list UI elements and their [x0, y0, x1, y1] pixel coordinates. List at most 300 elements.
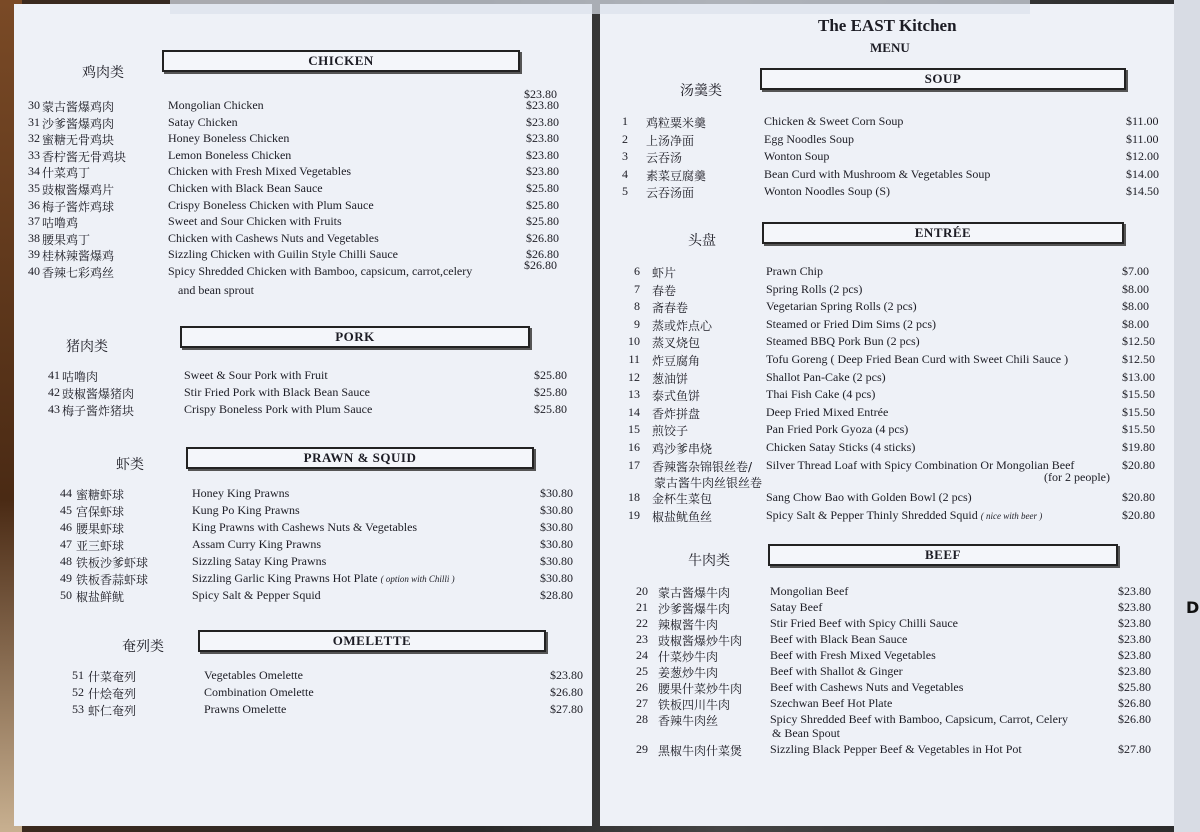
item-name-en [770, 632, 907, 647]
item-name-en-text: Lemon Boneless Chicken [168, 147, 292, 162]
item-name-en [766, 458, 1074, 473]
item-price: $30.80 [540, 520, 573, 534]
item-name-en-text: Crispy Boneless Chicken with Plum Sauce [168, 197, 374, 212]
item-price: $26.80 [526, 247, 559, 262]
item-name-en-text: Egg Noodles Soup [764, 131, 854, 146]
item-name-en-text: Sizzling Black Pepper Beef & Vegetables in Hot Pot [770, 742, 1022, 756]
chicken-item-40-price: $26.80 [524, 258, 557, 272]
prawn-item-49 [14, 571, 584, 587]
entree-item-16 [600, 440, 1170, 456]
item-name-en [192, 588, 321, 603]
item-number: 52 [72, 685, 84, 699]
item-name-en-text: Steamed or Fried Dim Sims (2 pcs) [766, 316, 936, 331]
item-name-en-text: Combination Omelette [204, 685, 314, 699]
item-name-en-text: Satay Chicken [168, 114, 238, 129]
item-name-en-text: Spring Rolls (2 pcs) [766, 281, 863, 296]
item-price: $25.80 [1118, 680, 1151, 694]
item-number: 43 [48, 402, 60, 416]
item-name-en-text: King Prawns with Cashews Nuts & Vegetables [192, 520, 418, 534]
item-name-zh: 椒盐鱿鱼丝 [652, 510, 713, 524]
omelette-item-53 [14, 702, 584, 718]
item-number: 35 [28, 181, 40, 195]
item-name-en-text: Sizzling Garlic King Prawns Hot Plate [192, 571, 378, 585]
item-name-en-text: Chicken with Black Bean Sauce [168, 181, 323, 195]
item-number: 50 [60, 588, 72, 602]
item-name-en [766, 370, 886, 385]
item-price: $30.80 [540, 571, 573, 585]
prawn-item-47 [14, 537, 584, 553]
item-name-en [204, 685, 314, 700]
item-name-en-text: Sang Chow Bao with Golden Bowl (2 pcs) [766, 490, 972, 504]
item-price: $20.80 [1122, 457, 1155, 472]
beef-item-29 [600, 742, 1170, 758]
prawn-item-50 [14, 588, 584, 604]
beef-item-21 [600, 600, 1170, 616]
item-name-zh: 梅子酱炸鸡球 [42, 199, 115, 214]
item-name-zh: 辣椒酱牛肉 [658, 618, 719, 632]
item-name-zh: 云吞汤面 [646, 186, 695, 200]
item-name-en-text: Crispy Boneless Pork with Plum Sauce [184, 402, 373, 416]
item-number: 16 [628, 440, 640, 454]
item-number: 4 [622, 166, 628, 181]
item-name-zh: 香辣七彩鸡丝 [42, 266, 115, 280]
item-name-en-text: Vegetarian Spring Rolls (2 pcs) [766, 299, 917, 314]
chicken-item-36 [14, 198, 584, 214]
item-price: $26.80 [550, 685, 583, 699]
item-name-zh: 虾仁奄列 [88, 704, 137, 718]
item-price: $23.80 [1118, 584, 1151, 598]
entree-item-18 [600, 490, 1170, 506]
item-number: 45 [60, 503, 72, 517]
item-number: 25 [636, 664, 648, 678]
item-number: 53 [72, 702, 84, 716]
item-price: $23.80 [1118, 632, 1151, 646]
item-name-en-text: Deep Fried Mixed Entrée [766, 404, 889, 419]
chicken-item-40-cont: and bean sprout [178, 283, 254, 297]
item-price: $27.80 [550, 702, 583, 716]
item-price: $25.80 [534, 402, 567, 416]
item-name-en-text: Sizzling Satay King Prawns [192, 554, 327, 568]
item-number: 49 [60, 571, 72, 585]
item-number: 15 [628, 422, 640, 437]
item-name-zh: 香辣酱杂锦银丝卷/ [652, 459, 753, 474]
item-name-en-text: Spicy Salt & Pepper Thinly Shredded Squid [766, 508, 978, 522]
item-number: 2 [622, 131, 628, 146]
item-name-en [764, 132, 854, 147]
item-name-en [764, 167, 990, 182]
item-number: 33 [28, 147, 40, 162]
chicken-item-30 [14, 98, 584, 114]
item-name-en [184, 385, 370, 400]
soup-heading: SOUP [760, 68, 1126, 90]
item-name-en-text: Beef with Shallot & Ginger [770, 664, 903, 678]
item-number: 47 [60, 537, 72, 551]
item-name-en [766, 405, 888, 420]
item-name-en-text: Sweet & Sour Pork with Fruit [184, 368, 328, 382]
item-price: $23.80 [526, 114, 559, 129]
item-name-en-text: Mongolian Beef [770, 584, 849, 598]
item-price: $27.80 [1118, 742, 1151, 756]
item-name-zh: 铁板香蒜虾球 [76, 573, 149, 587]
item-name-en [168, 181, 323, 196]
item-price: $7.00 [1122, 264, 1149, 278]
item-name-en-text: Pan Fried Pork Gyoza (4 pcs) [766, 422, 909, 437]
item-name-en-text: Shallot Pan-Cake (2 pcs) [766, 369, 886, 384]
item-price: $28.80 [540, 588, 573, 602]
item-name-en [168, 198, 374, 213]
item-number: 23 [636, 632, 648, 646]
item-price: $14.00 [1126, 166, 1159, 181]
item-name-en [766, 440, 915, 455]
item-name-en [766, 282, 862, 297]
entree-item-10 [600, 334, 1170, 350]
item-name-en [766, 352, 1068, 367]
item-name-zh: 什菜鸡丁 [42, 166, 91, 181]
item-number: 39 [28, 247, 40, 262]
item-name-zh: 虾片 [652, 266, 677, 280]
soup-item-1 [600, 114, 1170, 130]
item-number: 22 [636, 616, 648, 630]
item-price: $23.80 [1118, 648, 1151, 662]
item-price: $19.80 [1122, 440, 1155, 454]
entree-item-8 [600, 299, 1170, 315]
entree-item-9 [600, 317, 1170, 333]
item-name-zh: 春卷 [652, 283, 677, 298]
item-name-zh: 什烩奄列 [88, 687, 137, 701]
item-name-zh: 腰果什菜炒牛肉 [658, 682, 743, 696]
soup-item-2 [600, 132, 1170, 148]
item-name-en [770, 616, 958, 631]
item-name-en-text: Beef with Black Bean Sauce [770, 632, 908, 646]
item-name-zh: 泰式鱼饼 [652, 389, 701, 404]
prawn-zh-heading: 虾类 [116, 457, 144, 473]
item-number: 42 [48, 385, 60, 399]
item-number: 11 [628, 352, 640, 366]
item-name-en [766, 299, 917, 314]
item-name-en [204, 702, 286, 717]
item-name-en [770, 584, 848, 599]
entree-item-14 [600, 405, 1170, 421]
item-name-en [766, 264, 823, 279]
item-name-zh: 椒盐鲜鱿 [76, 590, 125, 604]
prawn-heading: PRAWN & SQUID [186, 447, 534, 469]
item-name-en-text: Prawn Chip [766, 264, 823, 278]
item-name-zh: 咕噜鸡 [42, 216, 79, 231]
item-number: 24 [636, 648, 648, 662]
item-number: 7 [634, 281, 640, 296]
item-name-en-text: Stir Fried Beef with Spicy Chilli Sauce [770, 616, 958, 630]
beef-heading: BEEF [768, 544, 1118, 566]
item-name-en-text: Prawns Omelette [204, 702, 287, 716]
item-price: $15.50 [1122, 422, 1155, 437]
item-name-en [184, 402, 372, 417]
item-number: 36 [28, 197, 40, 212]
item-number: 46 [60, 520, 72, 534]
prawn-item-46 [14, 520, 584, 536]
item-number: 21 [636, 600, 648, 614]
item-name-en-text: Wonton Noodles Soup (S) [764, 184, 891, 198]
item-name-zh: 腰果鸡丁 [42, 232, 91, 247]
tape-strip [170, 0, 1030, 14]
item-price: $23.80 [1118, 664, 1151, 678]
item-price: $30.80 [540, 503, 573, 517]
item-name-en [770, 648, 936, 663]
item-name-zh: 云吞汤 [646, 151, 683, 165]
item-number: 44 [60, 486, 72, 500]
prawn-item-44 [14, 486, 584, 502]
item-number: 20 [636, 584, 648, 598]
pork-item-43 [14, 402, 584, 418]
item-price: $8.00 [1122, 281, 1149, 296]
item-note: ( nice with beer ) [980, 511, 1043, 521]
item-name-en-text: Szechwan Beef Hot Plate [770, 696, 893, 710]
item-name-en-text: Assam Curry King Prawns [192, 537, 321, 551]
item-name-en [184, 368, 328, 383]
item-name-en-text: Thai Fish Cake (4 pcs) [766, 387, 876, 402]
item-price: $13.00 [1122, 369, 1155, 384]
item-price: $25.80 [526, 214, 559, 229]
item-name-en [766, 317, 936, 332]
item-number: 40 [28, 264, 40, 278]
item-price: $23.80 [526, 164, 559, 179]
entree-item-13 [600, 387, 1170, 403]
item-price: $25.80 [534, 385, 567, 399]
item-price: $12.00 [1126, 149, 1159, 163]
soup-item-4 [600, 167, 1170, 183]
item-number: 38 [28, 230, 40, 245]
beef-item-23 [600, 632, 1170, 648]
menu-page-left [14, 4, 592, 826]
item-name-en [766, 387, 875, 402]
item-price: $30.80 [540, 537, 573, 551]
item-price: $8.00 [1122, 299, 1149, 314]
item-name-en [204, 668, 303, 683]
entree-heading: ENTRÉE [762, 222, 1124, 244]
menu-page-right: The EAST Kitchen MENU 汤羹类 SOUP 1 鸡粒粟米羹 Chicken & Sweet Corn Soup $11.00 2 上汤净面 Egg Noodles Soup $11.00 3 云吞汤 Wonton Soup $12.00 4 素菜豆腐羹 Bean Curd with Mushroom & Vegetables Soup $14.00 5 云吞汤面 Wonton Noodles Soup (S) $14.50 头盘 ENTRÉE 6 虾片 Prawn Chip $7.00 7 春卷 Spring Rolls (2 pcs) $8.00 8 斋春卷 Vegetarian Spring Rolls (2 pcs) $8.00 9 蒸或炸点心 Steamed or Fried Dim Sims (2 pcs) $8.00 10 蒸叉烧包 Steamed BBQ Pork Bun (2 pcs) $12.50 11 炸豆腐角 Tofu Goreng ( Deep Fried Bean Curd with Sweet Chili Sauce ) $12.50 12 葱油饼 Shallot Pan-Cake (2 pcs) $13.00 13 泰式鱼饼 Thai Fish Cake (4 pcs) $15.50 14 香炸拼盘 Deep Fried Mixed Entrée $15.50 15 煎饺子 Pan Fried Pork Gyoza (4 pcs) $15.50 16 鸡沙爹串烧 Chicken Satay Sticks (4 sticks) $19.80 17 香辣酱杂锦银丝卷/ Silver Thread Loaf with Spicy Combination Or Mongolian Beef $20.80 18 金杯生菜包 Sang Chow Bao with Golden Bowl (2 pcs) $20.80 19 椒盐鱿鱼丝 Spicy Salt & Pepper Thinly Shredded Squid ( nice with beer ) $20.80 蒙古酱牛肉丝银丝卷 (for 2 people) 牛肉类 BEEF 20 蒙古酱爆牛肉 Mongolian Beef $23.80 21 沙爹酱爆牛肉 Satay Beef $23.80 22 辣椒酱牛肉 Stir Fried Beef with Spicy Chilli Sauce $23.80 23 豉椒酱爆炒牛肉 Beef with Black Bean Sauce $23.80 24 什菜炒牛肉 Beef with Fresh Mixed Vegetables $23.80 25 姜葱炒牛肉 Beef with Shallot & Ginger $23.80 26 腰果什菜炒牛肉 Beef with Cashews Nuts and Vegetables $25.80 27 铁板四川牛肉 Szechwan Beef Hot Plate $26.80 28 香辣牛肉丝 Spicy Shredded Beef with Bamboo, Capsicum, Carrot, Celery $26.80 29 黑椒牛肉什菜煲 Sizzling Black Pepper Beef & Vegetables in Hot Pot $27.80 & Bean Spout [600, 4, 1174, 826]
item-price: $23.80 [550, 668, 583, 682]
omelette-zh-heading: 奄列类 [122, 639, 164, 655]
item-name-en [770, 742, 1022, 757]
item-name-en [764, 149, 829, 164]
item-number: 17 [628, 457, 640, 472]
item-number: 8 [634, 299, 640, 314]
item-name-en [770, 696, 892, 711]
omelette-item-52 [14, 685, 584, 701]
item-name-en [770, 712, 1068, 727]
soup-zh-heading: 汤羹类 [680, 83, 722, 99]
item-name-en-text: Beef with Cashews Nuts and Vegetables [770, 680, 964, 694]
item-name-en [168, 148, 291, 163]
item-price: $8.00 [1122, 316, 1149, 331]
item-name-zh: 上汤净面 [646, 133, 695, 148]
chicken-item-38 [14, 231, 584, 247]
item-price: $26.80 [1118, 712, 1151, 726]
chicken-item-33 [14, 148, 584, 164]
item-name-zh: 蒸或炸点心 [652, 318, 713, 333]
prawn-item-48 [14, 554, 584, 570]
item-price: $12.50 [1122, 352, 1155, 366]
chicken-item-32 [14, 131, 584, 147]
item-name-zh: 梅子酱炸猪块 [62, 404, 135, 418]
item-name-zh: 豉椒酱爆炒牛肉 [658, 634, 743, 648]
item-name-en [168, 164, 351, 179]
entree-item-7 [600, 282, 1170, 298]
item-name-en [770, 680, 963, 695]
item-name-en-text: Bean Curd with Mushroom & Vegetables Soup [764, 166, 991, 181]
item-name-en-text: Spicy Salt & Pepper Squid [192, 588, 321, 602]
item-name-en-text: Vegetables Omelette [204, 668, 303, 682]
item-name-zh: 铁板四川牛肉 [658, 698, 731, 712]
item-number: 37 [28, 214, 40, 229]
item-name-en-text: Honey King Prawns [192, 486, 290, 500]
soup-item-3 [600, 149, 1170, 165]
item-name-en-text: Satay Beef [770, 600, 823, 614]
right-neighbor-sheet [1174, 0, 1200, 832]
item-name-zh: 沙爹酱爆牛肉 [658, 602, 731, 616]
item-name-en [766, 508, 1042, 523]
item-name-en [192, 537, 321, 552]
item-price: $15.50 [1122, 404, 1155, 419]
item-name-en-text: Silver Thread Loaf with Spicy Combination Or Mongolian Beef [766, 457, 1075, 472]
item-name-zh: 腰果虾球 [76, 522, 125, 536]
item-name-zh: 亚三虾球 [76, 539, 125, 553]
item-name-zh: 什菜奄列 [88, 670, 137, 684]
item-name-en [192, 520, 417, 535]
item-name-en-text: Spicy Shredded Chicken with Bamboo, capsicum, carrot,celery [168, 264, 473, 278]
item-price: $23.80 [526, 131, 559, 146]
item-name-en-text: Honey Boneless Chicken [168, 131, 290, 146]
item-name-zh: 蒙古酱爆牛肉 [658, 586, 731, 600]
item-price: $20.80 [1122, 508, 1155, 522]
item-name-zh: 蜜糖虾球 [76, 488, 125, 502]
item-name-en-text: Beef with Fresh Mixed Vegetables [770, 648, 936, 662]
item-name-zh: 香柠酱无骨鸡块 [42, 149, 127, 164]
item-number: 41 [48, 368, 60, 382]
item-number: 34 [28, 164, 40, 179]
beef-item-27 [600, 696, 1170, 712]
item-name-zh: 香辣牛肉丝 [658, 714, 719, 728]
item-name-zh: 铁板沙爹虾球 [76, 556, 149, 570]
item-name-en [168, 98, 264, 113]
item-name-zh: 炸豆腐角 [652, 354, 701, 368]
item-name-en-text: Chicken Satay Sticks (4 sticks) [766, 440, 916, 454]
item-name-en [168, 247, 398, 262]
entree-item-17-note: (for 2 people) [1044, 470, 1110, 484]
item-name-en [770, 600, 822, 615]
item-name-zh: 蒸叉烧包 [652, 336, 701, 351]
item-name-zh: 桂林辣酱爆鸡 [42, 249, 115, 264]
item-name-zh: 宫保虾球 [76, 505, 125, 519]
item-number: 10 [628, 334, 640, 349]
item-name-en [192, 503, 300, 518]
entree-item-12 [600, 370, 1170, 386]
item-name-zh: 沙爹酱爆鸡肉 [42, 116, 115, 131]
item-price: $20.80 [1122, 490, 1155, 504]
item-name-en [192, 486, 289, 501]
item-name-zh: 黑椒牛肉什菜煲 [658, 744, 743, 758]
item-name-zh: 鸡粒粟米羹 [646, 116, 707, 130]
item-name-en [192, 554, 326, 569]
restaurant-title: The EAST Kitchen [818, 16, 957, 35]
item-number: 29 [636, 742, 648, 756]
chicken-item-40 [14, 264, 584, 280]
chicken-item-39 [14, 247, 584, 263]
item-price: $11.00 [1126, 131, 1159, 146]
item-number: 48 [60, 554, 72, 568]
item-price: $26.80 [526, 230, 559, 245]
entree-zh-heading: 头盘 [688, 233, 716, 249]
item-name-en [168, 115, 238, 130]
item-name-en [770, 664, 903, 679]
item-name-en-text: Mongolian Chicken [168, 98, 264, 112]
soup-item-5 [600, 184, 1170, 200]
item-number: 27 [636, 696, 648, 710]
pork-item-42 [14, 385, 584, 401]
item-name-zh: 什菜炒牛肉 [658, 650, 719, 664]
item-price: $25.80 [526, 197, 559, 212]
item-name-zh: 葱油饼 [652, 371, 689, 386]
item-name-zh: 素菜豆腐羹 [646, 168, 707, 183]
item-name-en-text: Chicken with Fresh Mixed Vegetables [168, 164, 352, 179]
item-name-en [764, 184, 890, 199]
pork-item-41 [14, 368, 584, 384]
item-number: 5 [622, 184, 628, 198]
item-name-zh: 煎饺子 [652, 424, 689, 439]
item-price: $25.80 [534, 368, 567, 382]
item-price: $14.50 [1126, 184, 1159, 198]
beef-item-24 [600, 648, 1170, 664]
beef-item-25 [600, 664, 1170, 680]
item-price: $23.80 [526, 98, 559, 112]
item-name-en [168, 131, 289, 146]
item-price: $23.80 [1118, 600, 1151, 614]
item-name-en [764, 114, 903, 129]
item-name-zh: 金杯生菜包 [652, 492, 713, 506]
item-name-zh: 姜葱炒牛肉 [658, 666, 719, 680]
item-number: 28 [636, 712, 648, 726]
chicken-item-35 [14, 181, 584, 197]
beef-item-28 [600, 712, 1170, 728]
pork-heading: PORK [180, 326, 530, 348]
item-number: 1 [622, 114, 628, 128]
item-number: 18 [628, 490, 640, 504]
entree-item-15 [600, 422, 1170, 438]
item-name-zh: 豉椒酱爆鸡片 [42, 183, 115, 197]
chicken-zh-heading: 鸡肉类 [82, 65, 124, 81]
item-number: 3 [622, 149, 628, 163]
item-number: 12 [628, 369, 640, 384]
item-name-en-text: Spicy Shredded Beef with Bamboo, Capsicum, Carrot, Celery [770, 712, 1068, 726]
entree-item-19 [600, 508, 1170, 524]
item-name-zh: 蒙古酱爆鸡肉 [42, 100, 115, 114]
item-name-en [168, 264, 472, 279]
item-name-en [168, 231, 379, 246]
item-number: 31 [28, 114, 40, 129]
item-name-zh: 鸡沙爹串烧 [652, 442, 713, 456]
item-price: $23.80 [1118, 616, 1151, 630]
beef-item-26 [600, 680, 1170, 696]
chicken-item-37 [14, 214, 584, 230]
item-name-en-text: Sizzling Chicken with Guilin Style Chilli Sauce [168, 247, 398, 262]
item-price: $25.80 [526, 181, 559, 195]
item-price: $12.50 [1122, 334, 1155, 349]
item-number: 30 [28, 98, 40, 112]
beef-item-20 [600, 584, 1170, 600]
item-name-en-text: Wonton Soup [764, 149, 830, 163]
item-price: $30.80 [540, 554, 573, 568]
item-number: 9 [634, 316, 640, 331]
menu-subtitle: MENU [870, 40, 910, 55]
